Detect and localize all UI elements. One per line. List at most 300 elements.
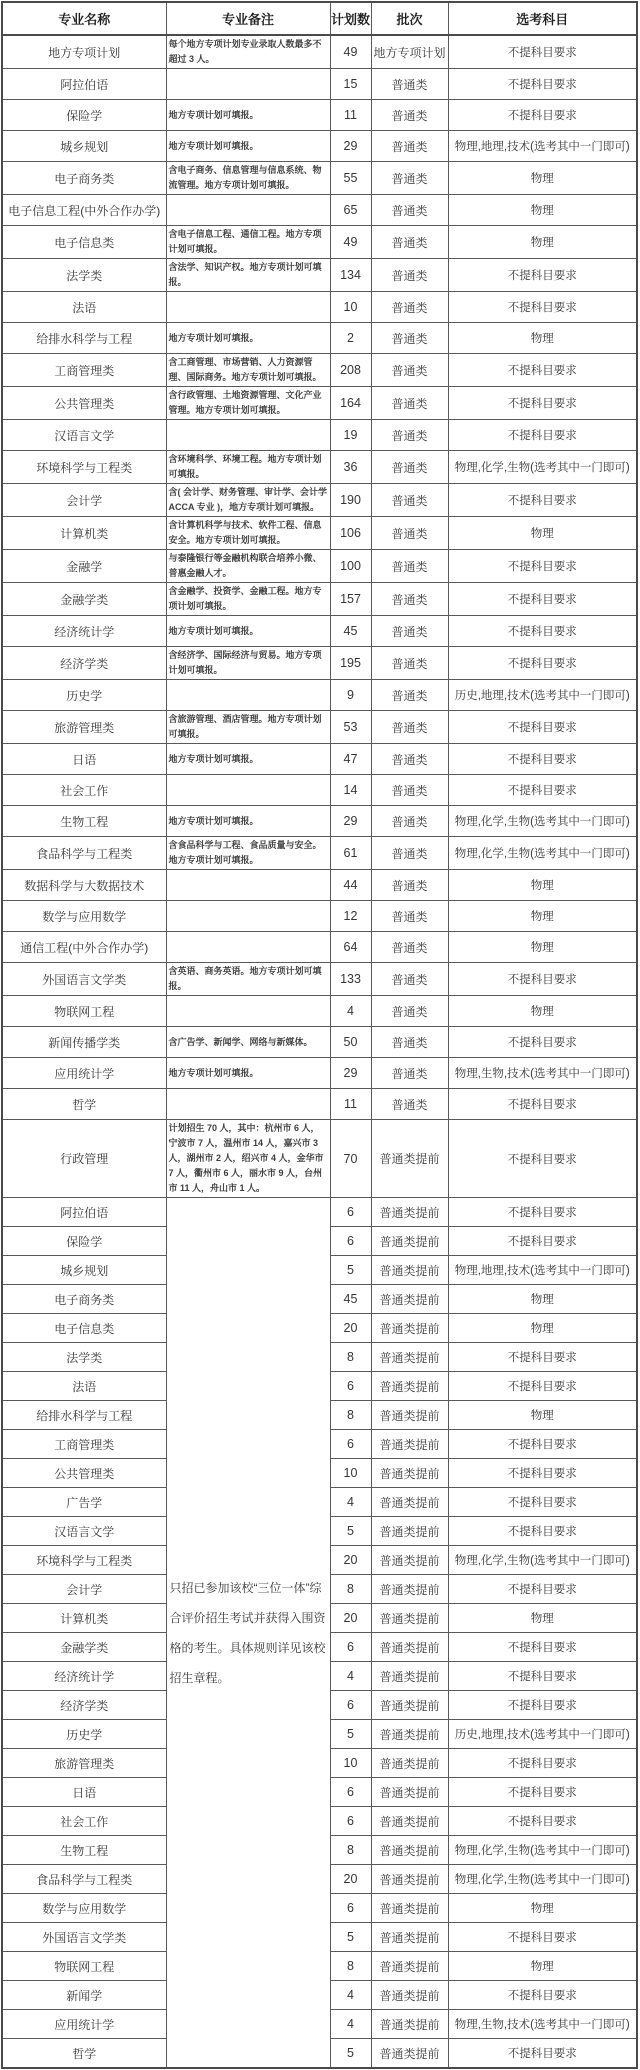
major-cell: 行政管理 — [2, 1120, 166, 1198]
batch-cell: 普通类 — [371, 680, 448, 711]
count-cell: 15 — [330, 69, 371, 100]
count-cell: 9 — [330, 680, 371, 711]
major-cell: 物联网工程 — [2, 1952, 166, 1981]
subjects-cell: 不提科目要求 — [448, 1662, 637, 1691]
note-cell: 含金融学、投资学、金融工程。地方专项计划可填报。 — [166, 583, 330, 616]
table-row — [2, 1089, 637, 1120]
subjects-cell: 不提科目要求 — [448, 1691, 637, 1720]
batch-cell: 普通类提前 — [371, 1314, 448, 1343]
subjects-cell: 不提科目要求 — [448, 1488, 637, 1517]
count-cell: 4 — [330, 996, 371, 1027]
note-cell: 含环境科学、环境工程。地方专项计划可填报。 — [166, 451, 330, 484]
subjects-cell: 不提科目要求 — [448, 647, 637, 680]
note-cell: 地方专项计划可填报。 — [166, 616, 330, 647]
merged-note-cell: 只招已参加该校“三位一体”综合评价招生考试并获得入围资格的考生。具体规则详见该校招生章程。 — [166, 1198, 330, 2069]
major-cell: 地方专项计划 — [2, 35, 166, 69]
major-cell: 社会工作 — [2, 775, 166, 806]
subjects-cell: 物理 — [448, 932, 637, 963]
batch-cell: 普通类提前 — [371, 1120, 448, 1198]
subjects-cell: 物理 — [448, 1952, 637, 1981]
batch-cell: 普通类 — [371, 484, 448, 517]
count-cell: 49 — [330, 226, 371, 259]
note-cell: 含法学、知识产权。地方专项计划可填报。 — [166, 259, 330, 292]
batch-cell: 普通类 — [371, 775, 448, 806]
major-cell: 新闻传播学类 — [2, 1027, 166, 1058]
table-body — [2, 35, 637, 2068]
count-cell: 12 — [330, 901, 371, 932]
major-cell: 历史学 — [2, 1720, 166, 1749]
batch-cell: 普通类提前 — [371, 1575, 448, 1604]
batch-cell: 普通类提前 — [371, 1430, 448, 1459]
note-cell — [166, 292, 330, 323]
major-cell: 会计学 — [2, 1575, 166, 1604]
subjects-cell: 不提科目要求 — [448, 1807, 637, 1836]
major-cell: 计算机类 — [2, 1604, 166, 1633]
major-cell: 哲学 — [2, 1089, 166, 1120]
column-header-major: 专业名称 — [2, 2, 166, 35]
major-cell: 工商管理类 — [2, 1430, 166, 1459]
major-cell: 会计学 — [2, 484, 166, 517]
majors-table — [1, 1, 638, 2069]
batch-cell: 普通类 — [371, 996, 448, 1027]
subjects-cell: 不提科目要求 — [448, 963, 637, 996]
major-cell: 电子信息类 — [2, 1314, 166, 1343]
batch-cell: 普通类提前 — [371, 1865, 448, 1894]
subjects-cell: 物理 — [448, 162, 637, 195]
note-cell: 含工商管理、市场营销、人力资源管理、国际商务。地方专项计划可填报。 — [166, 354, 330, 387]
subjects-cell: 物理 — [448, 1285, 637, 1314]
note-cell: 地方专项计划可填报。 — [166, 323, 330, 354]
table-row — [2, 226, 637, 259]
subjects-cell: 不提科目要求 — [448, 616, 637, 647]
batch-cell: 普通类提前 — [371, 1633, 448, 1662]
column-header-batch: 批次 — [371, 2, 448, 35]
subjects-cell: 不提科目要求 — [448, 775, 637, 806]
major-cell: 外国语言文学类 — [2, 1923, 166, 1952]
count-cell: 6 — [330, 1894, 371, 1923]
table-row — [2, 451, 637, 484]
table-row — [2, 901, 637, 932]
subjects-cell: 不提科目要求 — [448, 2039, 637, 2069]
table-row — [2, 387, 637, 420]
batch-cell: 普通类 — [371, 387, 448, 420]
batch-cell: 普通类 — [371, 870, 448, 901]
major-cell: 给排水科学与工程 — [2, 1401, 166, 1430]
batch-cell: 普通类提前 — [371, 1227, 448, 1256]
major-cell: 食品科学与工程类 — [2, 1865, 166, 1894]
subjects-cell: 物理,生物,技术(选考其中一门即可) — [448, 2010, 637, 2039]
column-header-subjects: 选考科目 — [448, 2, 637, 35]
major-cell: 给排水科学与工程 — [2, 323, 166, 354]
batch-cell: 普通类提前 — [371, 1749, 448, 1778]
table-row — [2, 354, 637, 387]
count-cell: 133 — [330, 963, 371, 996]
major-cell: 数据科学与大数据技术 — [2, 870, 166, 901]
batch-cell: 普通类 — [371, 550, 448, 583]
note-cell — [166, 1089, 330, 1120]
batch-cell: 普通类提前 — [371, 1343, 448, 1372]
major-cell: 应用统计学 — [2, 2010, 166, 2039]
batch-cell: 普通类 — [371, 259, 448, 292]
batch-cell: 普通类 — [371, 901, 448, 932]
subjects-cell: 物理 — [448, 901, 637, 932]
table-row — [2, 711, 637, 744]
subjects-cell: 不提科目要求 — [448, 292, 637, 323]
major-cell: 电子商务类 — [2, 162, 166, 195]
major-cell: 金融学类 — [2, 1633, 166, 1662]
count-cell: 6 — [330, 1372, 371, 1401]
table-row — [2, 932, 637, 963]
batch-cell: 普通类 — [371, 131, 448, 162]
note-cell: 含食品科学与工程、食品质量与安全。地方专项计划可填报。 — [166, 837, 330, 870]
note-cell: 含经济学、国际经济与贸易。地方专项计划可填报。 — [166, 647, 330, 680]
subjects-cell: 物理 — [448, 517, 637, 550]
batch-cell: 普通类提前 — [371, 1923, 448, 1952]
count-cell: 36 — [330, 451, 371, 484]
batch-cell: 普通类提前 — [371, 1285, 448, 1314]
batch-cell: 普通类提前 — [371, 1198, 448, 1227]
note-cell: 与泰隆银行等金融机构联合培养小微、普惠金融人才。 — [166, 550, 330, 583]
major-cell: 旅游管理类 — [2, 711, 166, 744]
note-cell: 每个地方专项计划专业录取人数最多不超过 3 人。 — [166, 35, 330, 69]
table-row — [2, 484, 637, 517]
subjects-cell: 不提科目要求 — [448, 1517, 637, 1546]
batch-cell: 普通类提前 — [371, 1952, 448, 1981]
major-cell: 生物工程 — [2, 806, 166, 837]
table-row — [2, 1120, 637, 1198]
note-cell: 含英语、商务英语。地方专项计划可填报。 — [166, 963, 330, 996]
note-cell — [166, 195, 330, 226]
subjects-cell: 不提科目要求 — [448, 1227, 637, 1256]
batch-cell: 普通类 — [371, 744, 448, 775]
count-cell: 11 — [330, 1089, 371, 1120]
subjects-cell: 物理 — [448, 195, 637, 226]
major-cell: 物联网工程 — [2, 996, 166, 1027]
major-cell: 电子信息工程(中外合作办学) — [2, 195, 166, 226]
subjects-cell: 不提科目要求 — [448, 354, 637, 387]
subjects-cell: 历史,地理,技术(选考其中一门即可) — [448, 680, 637, 711]
count-cell: 164 — [330, 387, 371, 420]
major-cell: 保险学 — [2, 100, 166, 131]
table-row — [2, 259, 637, 292]
subjects-cell: 不提科目要求 — [448, 484, 637, 517]
note-cell: 含行政管理、土地资源管理、文化产业管理。地方专项计划可填报。 — [166, 387, 330, 420]
major-cell: 金融学 — [2, 550, 166, 583]
subjects-cell: 不提科目要求 — [448, 1343, 637, 1372]
major-cell: 经济统计学 — [2, 616, 166, 647]
table-row — [2, 1027, 637, 1058]
note-cell: 含旅游管理、酒店管理。地方专项计划可填报。 — [166, 711, 330, 744]
batch-cell: 普通类 — [371, 647, 448, 680]
major-cell: 公共管理类 — [2, 1459, 166, 1488]
column-header-count: 计划数 — [330, 2, 371, 35]
subjects-cell: 物理 — [448, 870, 637, 901]
note-cell — [166, 996, 330, 1027]
major-cell: 保险学 — [2, 1227, 166, 1256]
subjects-cell: 不提科目要求 — [448, 1198, 637, 1227]
batch-cell: 普通类 — [371, 932, 448, 963]
subjects-cell: 不提科目要求 — [448, 1778, 637, 1807]
subjects-cell: 不提科目要求 — [448, 1120, 637, 1198]
note-cell: 含电子信息工程、通信工程。地方专项计划可填报。 — [166, 226, 330, 259]
table-row — [2, 420, 637, 451]
major-cell: 经济统计学 — [2, 1662, 166, 1691]
batch-cell: 普通类提前 — [371, 1720, 448, 1749]
major-cell: 食品科学与工程类 — [2, 837, 166, 870]
note-cell — [166, 680, 330, 711]
count-cell: 4 — [330, 1981, 371, 2010]
note-cell: 含( 会计学、财务管理、审计学、会计学 ACCA 专业 )，地方专项计划可填报。 — [166, 484, 330, 517]
table-row — [2, 292, 637, 323]
batch-cell: 普通类提前 — [371, 1778, 448, 1807]
subjects-cell: 物理 — [448, 996, 637, 1027]
major-cell: 阿拉伯语 — [2, 69, 166, 100]
major-cell: 金融学类 — [2, 583, 166, 616]
batch-cell: 普通类 — [371, 1027, 448, 1058]
subjects-cell: 不提科目要求 — [448, 1372, 637, 1401]
major-cell: 应用统计学 — [2, 1058, 166, 1089]
count-cell: 61 — [330, 837, 371, 870]
major-cell: 法语 — [2, 1372, 166, 1401]
count-cell: 10 — [330, 1749, 371, 1778]
count-cell: 45 — [330, 1285, 371, 1314]
count-cell: 6 — [330, 1691, 371, 1720]
major-cell: 通信工程(中外合作办学) — [2, 932, 166, 963]
subjects-cell: 不提科目要求 — [448, 744, 637, 775]
subjects-cell: 物理 — [448, 323, 637, 354]
count-cell: 11 — [330, 100, 371, 131]
major-cell: 日语 — [2, 1778, 166, 1807]
count-cell: 45 — [330, 616, 371, 647]
batch-cell: 普通类提前 — [371, 1517, 448, 1546]
count-cell: 106 — [330, 517, 371, 550]
count-cell: 8 — [330, 1401, 371, 1430]
count-cell: 10 — [330, 292, 371, 323]
subjects-cell: 不提科目要求 — [448, 420, 637, 451]
count-cell: 8 — [330, 1343, 371, 1372]
note-cell: 含计算机科学与技术、软件工程、信息安全。地方专项计划可填报。 — [166, 517, 330, 550]
count-cell: 53 — [330, 711, 371, 744]
count-cell: 8 — [330, 1836, 371, 1865]
count-cell: 208 — [330, 354, 371, 387]
major-cell: 城乡规划 — [2, 1256, 166, 1285]
major-cell: 旅游管理类 — [2, 1749, 166, 1778]
subjects-cell: 不提科目要求 — [448, 1575, 637, 1604]
batch-cell: 普通类提前 — [371, 2010, 448, 2039]
subjects-cell: 物理,地理,技术(选考其中一门即可) — [448, 131, 637, 162]
table-row — [2, 323, 637, 354]
table-row — [2, 162, 637, 195]
subjects-cell: 不提科目要求 — [448, 387, 637, 420]
subjects-cell: 不提科目要求 — [448, 1089, 637, 1120]
subjects-cell: 不提科目要求 — [448, 711, 637, 744]
count-cell: 4 — [330, 2010, 371, 2039]
note-cell: 含广告学、新闻学、网络与新媒体。 — [166, 1027, 330, 1058]
count-cell: 19 — [330, 420, 371, 451]
major-cell: 阿拉伯语 — [2, 1198, 166, 1227]
count-cell: 5 — [330, 1720, 371, 1749]
count-cell: 4 — [330, 1662, 371, 1691]
note-cell: 地方专项计划可填报。 — [166, 744, 330, 775]
subjects-cell: 不提科目要求 — [448, 583, 637, 616]
table-row — [2, 806, 637, 837]
major-cell: 计算机类 — [2, 517, 166, 550]
batch-cell: 普通类 — [371, 583, 448, 616]
subjects-cell: 物理,化学,生物(选考其中一门即可) — [448, 1865, 637, 1894]
note-cell: 地方专项计划可填报。 — [166, 131, 330, 162]
note-cell: 地方专项计划可填报。 — [166, 1058, 330, 1089]
batch-cell: 普通类 — [371, 711, 448, 744]
batch-cell: 普通类提前 — [371, 1372, 448, 1401]
major-cell: 数学与应用数学 — [2, 1894, 166, 1923]
table-row — [2, 583, 637, 616]
count-cell: 5 — [330, 1923, 371, 1952]
count-cell: 5 — [330, 2039, 371, 2069]
count-cell: 134 — [330, 259, 371, 292]
batch-cell: 普通类 — [371, 69, 448, 100]
subjects-cell: 物理 — [448, 1894, 637, 1923]
batch-cell: 普通类 — [371, 963, 448, 996]
count-cell: 20 — [330, 1865, 371, 1894]
subjects-cell: 不提科目要求 — [448, 100, 637, 131]
count-cell: 8 — [330, 1952, 371, 1981]
count-cell: 8 — [330, 1575, 371, 1604]
major-cell: 环境科学与工程类 — [2, 451, 166, 484]
batch-cell: 普通类 — [371, 195, 448, 226]
table-row — [2, 550, 637, 583]
subjects-cell: 不提科目要求 — [448, 69, 637, 100]
note-cell: 地方专项计划可填报。 — [166, 100, 330, 131]
note-cell — [166, 69, 330, 100]
subjects-cell: 不提科目要求 — [448, 1923, 637, 1952]
subjects-cell: 物理,生物,技术(选考其中一门即可) — [448, 1058, 637, 1089]
subjects-cell: 不提科目要求 — [448, 1027, 637, 1058]
table-row — [2, 69, 637, 100]
subjects-cell: 不提科目要求 — [448, 1430, 637, 1459]
subjects-cell: 不提科目要求 — [448, 550, 637, 583]
subjects-cell: 不提科目要求 — [448, 259, 637, 292]
count-cell: 44 — [330, 870, 371, 901]
batch-cell: 普通类 — [371, 451, 448, 484]
major-cell: 法语 — [2, 292, 166, 323]
table-row — [2, 131, 637, 162]
table-row — [2, 996, 637, 1027]
major-cell: 工商管理类 — [2, 354, 166, 387]
subjects-cell: 不提科目要求 — [448, 1981, 637, 2010]
table-row — [2, 680, 637, 711]
count-cell: 4 — [330, 1488, 371, 1517]
major-cell: 环境科学与工程类 — [2, 1546, 166, 1575]
count-cell: 20 — [330, 1314, 371, 1343]
count-cell: 14 — [330, 775, 371, 806]
subjects-cell: 不提科目要求 — [448, 1633, 637, 1662]
batch-cell: 普通类 — [371, 292, 448, 323]
subjects-cell: 物理,化学,生物(选考其中一门即可) — [448, 1546, 637, 1575]
batch-cell: 普通类提前 — [371, 1894, 448, 1923]
count-cell: 100 — [330, 550, 371, 583]
batch-cell: 普通类 — [371, 837, 448, 870]
table-row — [2, 744, 637, 775]
batch-cell: 普通类提前 — [371, 1488, 448, 1517]
major-cell: 经济学类 — [2, 647, 166, 680]
batch-cell: 普通类提前 — [371, 1662, 448, 1691]
count-cell: 29 — [330, 1058, 371, 1089]
batch-cell: 普通类提前 — [371, 1604, 448, 1633]
note-cell — [166, 420, 330, 451]
count-cell: 50 — [330, 1027, 371, 1058]
subjects-cell: 物理,地理,技术(选考其中一门即可) — [448, 1256, 637, 1285]
batch-cell: 普通类提前 — [371, 1691, 448, 1720]
major-cell: 公共管理类 — [2, 387, 166, 420]
batch-cell: 普通类 — [371, 806, 448, 837]
major-cell: 广告学 — [2, 1488, 166, 1517]
count-cell: 6 — [330, 1633, 371, 1662]
table-row — [2, 870, 637, 901]
major-cell: 日语 — [2, 744, 166, 775]
table-row — [2, 35, 637, 69]
count-cell: 29 — [330, 131, 371, 162]
major-cell: 电子商务类 — [2, 1285, 166, 1314]
major-cell: 历史学 — [2, 680, 166, 711]
table-row — [2, 647, 637, 680]
batch-cell: 普通类 — [371, 323, 448, 354]
table-row — [2, 775, 637, 806]
batch-cell: 普通类 — [371, 420, 448, 451]
batch-cell: 普通类提前 — [371, 1401, 448, 1430]
count-cell: 6 — [330, 1430, 371, 1459]
count-cell: 20 — [330, 1546, 371, 1575]
count-cell: 157 — [330, 583, 371, 616]
count-cell: 5 — [330, 1256, 371, 1285]
note-cell — [166, 901, 330, 932]
table-row — [2, 100, 637, 131]
batch-cell: 普通类提前 — [371, 1981, 448, 2010]
note-cell — [166, 932, 330, 963]
major-cell: 电子信息类 — [2, 226, 166, 259]
count-cell: 47 — [330, 744, 371, 775]
subjects-cell: 物理,化学,生物(选考其中一门即可) — [448, 837, 637, 870]
major-cell: 社会工作 — [2, 1807, 166, 1836]
batch-cell: 普通类提前 — [371, 1836, 448, 1865]
subjects-cell: 物理 — [448, 1401, 637, 1430]
major-cell: 新闻学 — [2, 1981, 166, 2010]
note-cell: 计划招生 70 人，其中：杭州市 6 人，宁波市 7 人，温州市 14 人，嘉兴市 3 人，湖州市 2 人，绍兴市 4 人，金华市 7 人，衢州市 6 人，丽水市 9 人，台州市 11 人，舟山市 1 人。 — [166, 1120, 330, 1198]
count-cell: 70 — [330, 1120, 371, 1198]
subjects-cell: 不提科目要求 — [448, 1459, 637, 1488]
batch-cell: 普通类提前 — [371, 1459, 448, 1488]
subjects-cell: 物理 — [448, 226, 637, 259]
count-cell: 2 — [330, 323, 371, 354]
note-cell: 含电子商务、信息管理与信息系统、物流管理。地方专项计划可填报。 — [166, 162, 330, 195]
subjects-cell: 物理 — [448, 1314, 637, 1343]
subjects-cell: 物理,化学,生物(选考其中一门即可) — [448, 806, 637, 837]
batch-cell: 普通类 — [371, 354, 448, 387]
count-cell: 6 — [330, 1778, 371, 1807]
major-cell: 法学类 — [2, 259, 166, 292]
table-row — [2, 1058, 637, 1089]
major-cell: 生物工程 — [2, 1836, 166, 1865]
batch-cell: 普通类提前 — [371, 1807, 448, 1836]
count-cell: 190 — [330, 484, 371, 517]
batch-cell: 普通类 — [371, 1089, 448, 1120]
batch-cell: 普通类 — [371, 1058, 448, 1089]
major-cell: 法学类 — [2, 1343, 166, 1372]
header-row — [2, 2, 637, 35]
count-cell: 6 — [330, 1807, 371, 1836]
subjects-cell: 物理,化学,生物(选考其中一门即可) — [448, 451, 637, 484]
count-cell: 29 — [330, 806, 371, 837]
count-cell: 20 — [330, 1604, 371, 1633]
